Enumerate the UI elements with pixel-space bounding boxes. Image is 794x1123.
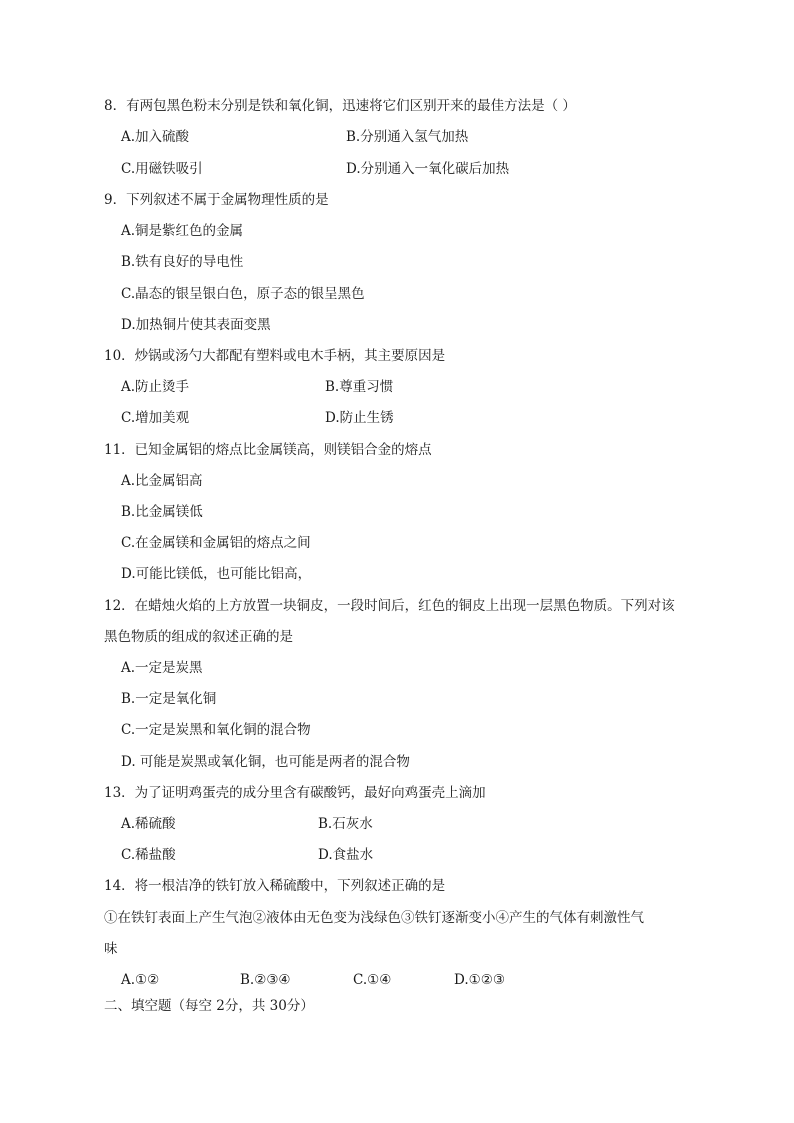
question-13-option-d: D.食盐水 (318, 847, 374, 863)
question-12-option-b: B.一定是氧化铜 (121, 691, 217, 707)
question-10-option-a: A.防止烫手 (121, 379, 190, 395)
question-12-stem-line1: 12．在蜡烛火焰的上方放置一块铜皮，一段时间后，红色的铜皮上出现一层黑色物质。下列对该 (104, 598, 675, 614)
question-14-option-d: D.①②③ (454, 972, 505, 988)
question-12-option-c: C.一定是炭黑和氧化铜的混合物 (121, 722, 311, 738)
question-13-option-c: C.稀盐酸 (121, 847, 176, 863)
question-12-stem-line2: 黑色物质的组成的叙述正确的是 (104, 629, 293, 645)
question-9-option-b: B.铁有良好的导电性 (121, 254, 244, 270)
question-9-option-c: C.晶态的银呈银白色，原子态的银呈黑色 (121, 286, 365, 302)
question-14-statements-line2: 味 (104, 941, 118, 957)
question-14-option-c: C.①④ (353, 972, 392, 988)
question-14-option-b: B.②③④ (240, 972, 291, 988)
question-9-option-d: D.加热铜片使其表面变黑 (121, 317, 271, 333)
question-12-option-a: A.一定是炭黑 (121, 660, 203, 676)
question-13-stem: 13．为了证明鸡蛋壳的成分里含有碳酸钙，最好向鸡蛋壳上滴加 (104, 785, 486, 801)
question-10-option-c: C.增加美观 (121, 410, 190, 426)
question-11-option-b: B.比金属镁低 (121, 504, 203, 520)
question-14-statements-line1: ①在铁钉表面上产生气泡②液体由无色变为浅绿色③铁钉逐渐变小④产生的气体有刺激性气 (104, 910, 644, 926)
question-11-option-a: A.比金属铝高 (121, 473, 203, 489)
section-2-heading: 二、填空题（每空 2分，共 30分） (104, 998, 314, 1014)
question-14-option-a: A.①② (121, 972, 160, 988)
question-13-option-a: A.稀硫酸 (121, 816, 176, 832)
question-9-stem: 9．下列叙述不属于金属物理性质的是 (104, 192, 329, 208)
question-11-stem: 11．已知金属铝的熔点比金属镁高，则镁铝合金的熔点 (104, 442, 432, 458)
question-8-option-c: C.用磁铁吸引 (121, 161, 203, 177)
question-11-option-d: D.可能比镁低，也可能比铝高， (121, 566, 312, 582)
question-8-option-d: D.分别通入一氧化碳后加热 (346, 161, 510, 177)
question-8-stem: 8．有两包黑色粉末分别是铁和氧化铜，迅速将它们区别开来的最佳方法是（ ） (104, 98, 576, 114)
question-9-option-a: A.铜是紫红色的金属 (121, 223, 244, 239)
question-14-stem: 14．将一根洁净的铁钉放入稀硫酸中，下列叙述正确的是 (104, 878, 446, 894)
question-10-stem: 10．炒锅或汤勺大都配有塑料或电木手柄，其主要原因是 (104, 348, 446, 364)
question-8-option-b: B.分别通入氢气加热 (346, 129, 469, 145)
question-10-option-d: D.防止生锈 (325, 410, 394, 426)
question-12-option-d: D. 可能是炭黑或氧化铜，也可能是两者的混合物 (121, 754, 410, 770)
question-13-option-b: B.石灰水 (318, 816, 373, 832)
question-11-option-c: C.在金属镁和金属铝的熔点之间 (121, 535, 311, 551)
question-10-option-b: B.尊重习惯 (325, 379, 394, 395)
question-8-option-a: A.加入硫酸 (121, 129, 190, 145)
